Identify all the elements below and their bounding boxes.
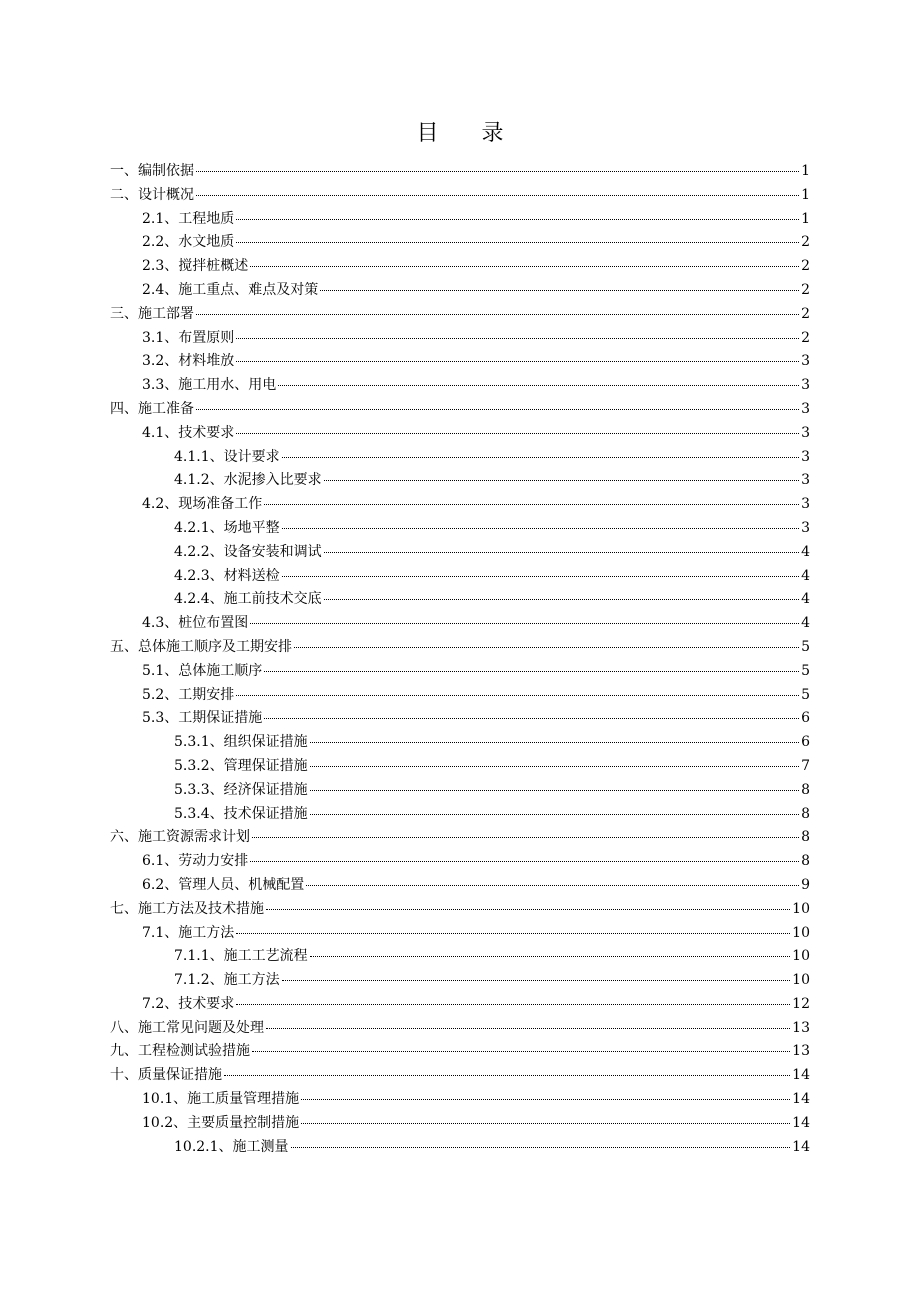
toc-dot-leader xyxy=(294,647,799,648)
toc-dot-leader xyxy=(282,528,799,529)
toc-entry-page: 1 xyxy=(801,186,810,203)
toc-entry[interactable] xyxy=(110,755,810,779)
toc-entry-text: 6.2、管理人员、机械配置 xyxy=(142,876,305,893)
toc-entry[interactable] xyxy=(110,993,810,1017)
toc-dot-leader xyxy=(250,266,799,267)
toc-entry-page: 6 xyxy=(801,710,810,727)
toc-entry-text: 3.3、施工用水、用电 xyxy=(142,377,277,394)
toc-entry[interactable] xyxy=(110,1136,810,1160)
toc-dot-leader xyxy=(301,1123,790,1124)
toc-entry-page: 2 xyxy=(801,234,810,251)
toc-entry[interactable] xyxy=(110,588,810,612)
toc-entry-text: 4.2.3、材料送检 xyxy=(174,567,280,584)
toc-dot-leader xyxy=(320,290,799,291)
toc-entry[interactable] xyxy=(110,1088,810,1112)
toc-entry[interactable] xyxy=(110,1112,810,1136)
toc-entry-page: 3 xyxy=(801,353,810,370)
toc-entry[interactable] xyxy=(110,660,810,684)
toc-entry-text: 7.1.1、施工工艺流程 xyxy=(174,948,308,965)
toc-entry-page: 2 xyxy=(801,329,810,346)
toc-entry-page: 4 xyxy=(801,567,810,584)
toc-dot-leader xyxy=(224,1075,790,1076)
toc-entry[interactable] xyxy=(110,1064,810,1088)
toc-entry-text: 十、质量保证措施 xyxy=(110,1067,222,1084)
toc-entry-page: 4 xyxy=(801,615,810,632)
toc-entry-page: 1 xyxy=(801,163,810,179)
toc-dot-leader xyxy=(266,1028,790,1029)
toc-entry[interactable] xyxy=(110,684,810,708)
toc-dot-leader xyxy=(324,480,799,481)
toc-entry-page: 6 xyxy=(801,734,810,751)
toc-entry-page: 3 xyxy=(801,472,810,489)
toc-entry[interactable] xyxy=(110,303,810,327)
toc-entry[interactable] xyxy=(110,922,810,946)
toc-entry-page: 9 xyxy=(801,876,810,893)
toc-entry-page: 2 xyxy=(801,281,810,298)
toc-entry-text: 4.2.2、设备安装和调试 xyxy=(174,543,322,560)
toc-entry-page: 3 xyxy=(801,519,810,536)
toc-dot-leader xyxy=(196,314,799,315)
toc-entry-page: 3 xyxy=(801,448,810,465)
toc-entry-text: 10.1、施工质量管理措施 xyxy=(142,1091,300,1108)
toc-dot-leader xyxy=(282,457,799,458)
toc-title: 目 录 xyxy=(416,121,522,146)
toc-entry-text: 4.1.2、水泥掺入比要求 xyxy=(174,472,322,489)
toc-entry-text: 7.1.2、施工方法 xyxy=(174,972,280,989)
toc-entry-text: 3.1、布置原则 xyxy=(142,329,235,346)
toc-entry-page: 3 xyxy=(801,400,810,417)
toc-entry-page: 10 xyxy=(792,948,810,965)
toc-entry-page: 1 xyxy=(801,210,810,227)
toc-entry-text: 四、施工准备 xyxy=(110,400,194,417)
toc-entry-text: 6.1、劳动力安排 xyxy=(142,853,249,870)
toc-dot-leader xyxy=(291,1147,791,1148)
toc-entry-text: 5.3.4、技术保证措施 xyxy=(174,805,308,822)
toc-entry-page: 13 xyxy=(792,1043,810,1060)
toc-entry-text: 二、设计概况 xyxy=(110,186,194,203)
toc-entry[interactable] xyxy=(110,255,810,279)
toc-entry-text: 5.1、总体施工顺序 xyxy=(142,662,263,679)
toc-dot-leader xyxy=(236,338,799,339)
toc-entry-text: 三、施工部署 xyxy=(110,305,194,322)
toc-entry-page: 7 xyxy=(801,757,810,774)
toc-dot-leader xyxy=(236,433,799,434)
toc-entry[interactable] xyxy=(110,612,810,636)
toc-entry-text: 五、总体施工顺序及工期安排 xyxy=(110,638,292,655)
toc-entry-text: 4.2、现场准备工作 xyxy=(142,496,263,513)
toc-entry[interactable] xyxy=(110,350,810,374)
toc-dot-leader xyxy=(196,409,799,410)
toc-entry-page: 13 xyxy=(792,1019,810,1036)
toc-entry-page: 5 xyxy=(801,662,810,679)
toc-dot-leader xyxy=(310,814,799,815)
toc-entry-text: 八、施工常见问题及处理 xyxy=(110,1019,264,1036)
toc-dot-leader xyxy=(236,695,799,696)
toc-entry-page: 3 xyxy=(801,377,810,394)
toc-entry-text: 2.3、搅拌桩概述 xyxy=(142,258,249,275)
toc-entry-text: 4.2.4、施工前技术交底 xyxy=(174,591,322,608)
toc-entry-page: 10 xyxy=(792,900,810,917)
toc-entry-page: 8 xyxy=(801,829,810,846)
toc-entry-text: 2.1、工程地质 xyxy=(142,210,235,227)
toc-entry[interactable] xyxy=(110,731,810,755)
toc-entry-text: 5.3.2、管理保证措施 xyxy=(174,757,308,774)
toc-entry-text: 5.2、工期安排 xyxy=(142,686,235,703)
toc-dot-leader xyxy=(306,885,799,886)
toc-entry-text: 10.2.1、施工测量 xyxy=(174,1138,289,1155)
toc-entry-text: 5.3.3、经济保证措施 xyxy=(174,781,308,798)
toc-entry[interactable] xyxy=(110,493,810,517)
toc-dot-leader xyxy=(252,1051,790,1052)
toc-dot-leader xyxy=(278,385,799,386)
toc-entry[interactable] xyxy=(110,874,810,898)
toc-dot-leader xyxy=(310,956,791,957)
toc-dot-leader xyxy=(196,171,799,172)
toc-entry-text: 2.2、水文地质 xyxy=(142,234,235,251)
toc-entry-text: 10.2、主要质量控制措施 xyxy=(142,1114,300,1131)
toc-dot-leader xyxy=(236,219,799,220)
toc-dot-leader xyxy=(264,718,799,719)
toc-dot-leader xyxy=(236,933,790,934)
toc-entry-text: 一、编制依据 xyxy=(110,163,194,179)
toc-entry-text: 5.3、工期保证措施 xyxy=(142,710,263,727)
toc-dot-leader xyxy=(282,576,799,577)
toc-dot-leader xyxy=(250,623,799,624)
toc-dot-leader xyxy=(252,837,799,838)
toc-entry-text: 3.2、材料堆放 xyxy=(142,353,235,370)
toc-entry[interactable] xyxy=(110,398,810,422)
toc-entry-page: 3 xyxy=(801,424,810,441)
toc-entry[interactable] xyxy=(110,469,810,493)
toc-entry[interactable] xyxy=(110,422,810,446)
toc-entry-text: 六、施工资源需求计划 xyxy=(110,829,250,846)
toc-entry[interactable] xyxy=(110,374,810,398)
toc-entry-text: 4.3、桩位布置图 xyxy=(142,615,249,632)
toc-dot-leader xyxy=(236,1004,790,1005)
toc-entry-page: 3 xyxy=(801,496,810,513)
toc-entry-page: 14 xyxy=(792,1138,810,1155)
toc-entry-text: 7.1、施工方法 xyxy=(142,924,235,941)
toc-dot-leader xyxy=(264,671,799,672)
toc-entry[interactable] xyxy=(110,327,810,351)
toc-entry[interactable] xyxy=(110,850,810,874)
toc-entry[interactable] xyxy=(110,779,810,803)
toc-entry-page: 4 xyxy=(801,591,810,608)
toc-entry-page: 14 xyxy=(792,1067,810,1084)
toc-entry-text: 5.3.1、组织保证措施 xyxy=(174,734,308,751)
toc-dot-leader xyxy=(236,361,799,362)
toc-entry[interactable] xyxy=(110,565,810,589)
toc-dot-leader xyxy=(324,552,799,553)
toc-entry-page: 8 xyxy=(801,805,810,822)
toc-dot-leader xyxy=(264,504,799,505)
toc-entry-page: 2 xyxy=(801,305,810,322)
toc-entry-page: 4 xyxy=(801,543,810,560)
toc-dot-leader xyxy=(301,1099,790,1100)
toc-entry[interactable] xyxy=(110,160,810,184)
toc-entry[interactable] xyxy=(110,541,810,565)
toc-entry[interactable] xyxy=(110,803,810,827)
toc-list xyxy=(110,160,810,1159)
toc-entry-page: 12 xyxy=(792,995,810,1012)
toc-entry[interactable] xyxy=(110,969,810,993)
toc-entry-text: 2.4、施工重点、难点及对策 xyxy=(142,281,319,298)
toc-entry[interactable] xyxy=(110,945,810,969)
toc-entry-text: 九、工程检测试验措施 xyxy=(110,1043,250,1060)
toc-entry-page: 5 xyxy=(801,638,810,655)
toc-dot-leader xyxy=(310,742,799,743)
toc-entry-page: 5 xyxy=(801,686,810,703)
toc-entry[interactable] xyxy=(110,184,810,208)
toc-entry-text: 4.1、技术要求 xyxy=(142,424,235,441)
toc-dot-leader xyxy=(282,980,791,981)
toc-entry[interactable] xyxy=(110,279,810,303)
toc-dot-leader xyxy=(236,242,799,243)
toc-entry-page: 14 xyxy=(792,1091,810,1108)
toc-entry-page: 8 xyxy=(801,853,810,870)
toc-entry-page: 10 xyxy=(792,972,810,989)
toc-entry[interactable] xyxy=(110,446,810,470)
toc-dot-leader xyxy=(310,766,799,767)
toc-entry-page: 2 xyxy=(801,258,810,275)
toc-entry-text: 7.2、技术要求 xyxy=(142,995,235,1012)
toc-dot-leader xyxy=(250,861,799,862)
toc-dot-leader xyxy=(324,599,799,600)
toc-entry[interactable] xyxy=(110,1040,810,1064)
toc-dot-leader xyxy=(310,790,799,791)
toc-entry-page: 10 xyxy=(792,924,810,941)
toc-entry[interactable] xyxy=(110,636,810,660)
toc-entry[interactable] xyxy=(110,231,810,255)
toc-dot-leader xyxy=(196,195,799,196)
toc-entry[interactable] xyxy=(110,1017,810,1041)
toc-entry[interactable] xyxy=(110,826,810,850)
toc-entry[interactable] xyxy=(110,707,810,731)
toc-entry-text: 4.1.1、设计要求 xyxy=(174,448,280,465)
toc-entry[interactable] xyxy=(110,208,810,232)
toc-entry-text: 4.2.1、场地平整 xyxy=(174,519,280,536)
toc-entry[interactable] xyxy=(110,898,810,922)
toc-dot-leader xyxy=(266,909,790,910)
toc-entry-page: 14 xyxy=(792,1114,810,1131)
toc-entry[interactable] xyxy=(110,517,810,541)
toc-entry-page: 8 xyxy=(801,781,810,798)
toc-entry-text: 七、施工方法及技术措施 xyxy=(110,900,264,917)
